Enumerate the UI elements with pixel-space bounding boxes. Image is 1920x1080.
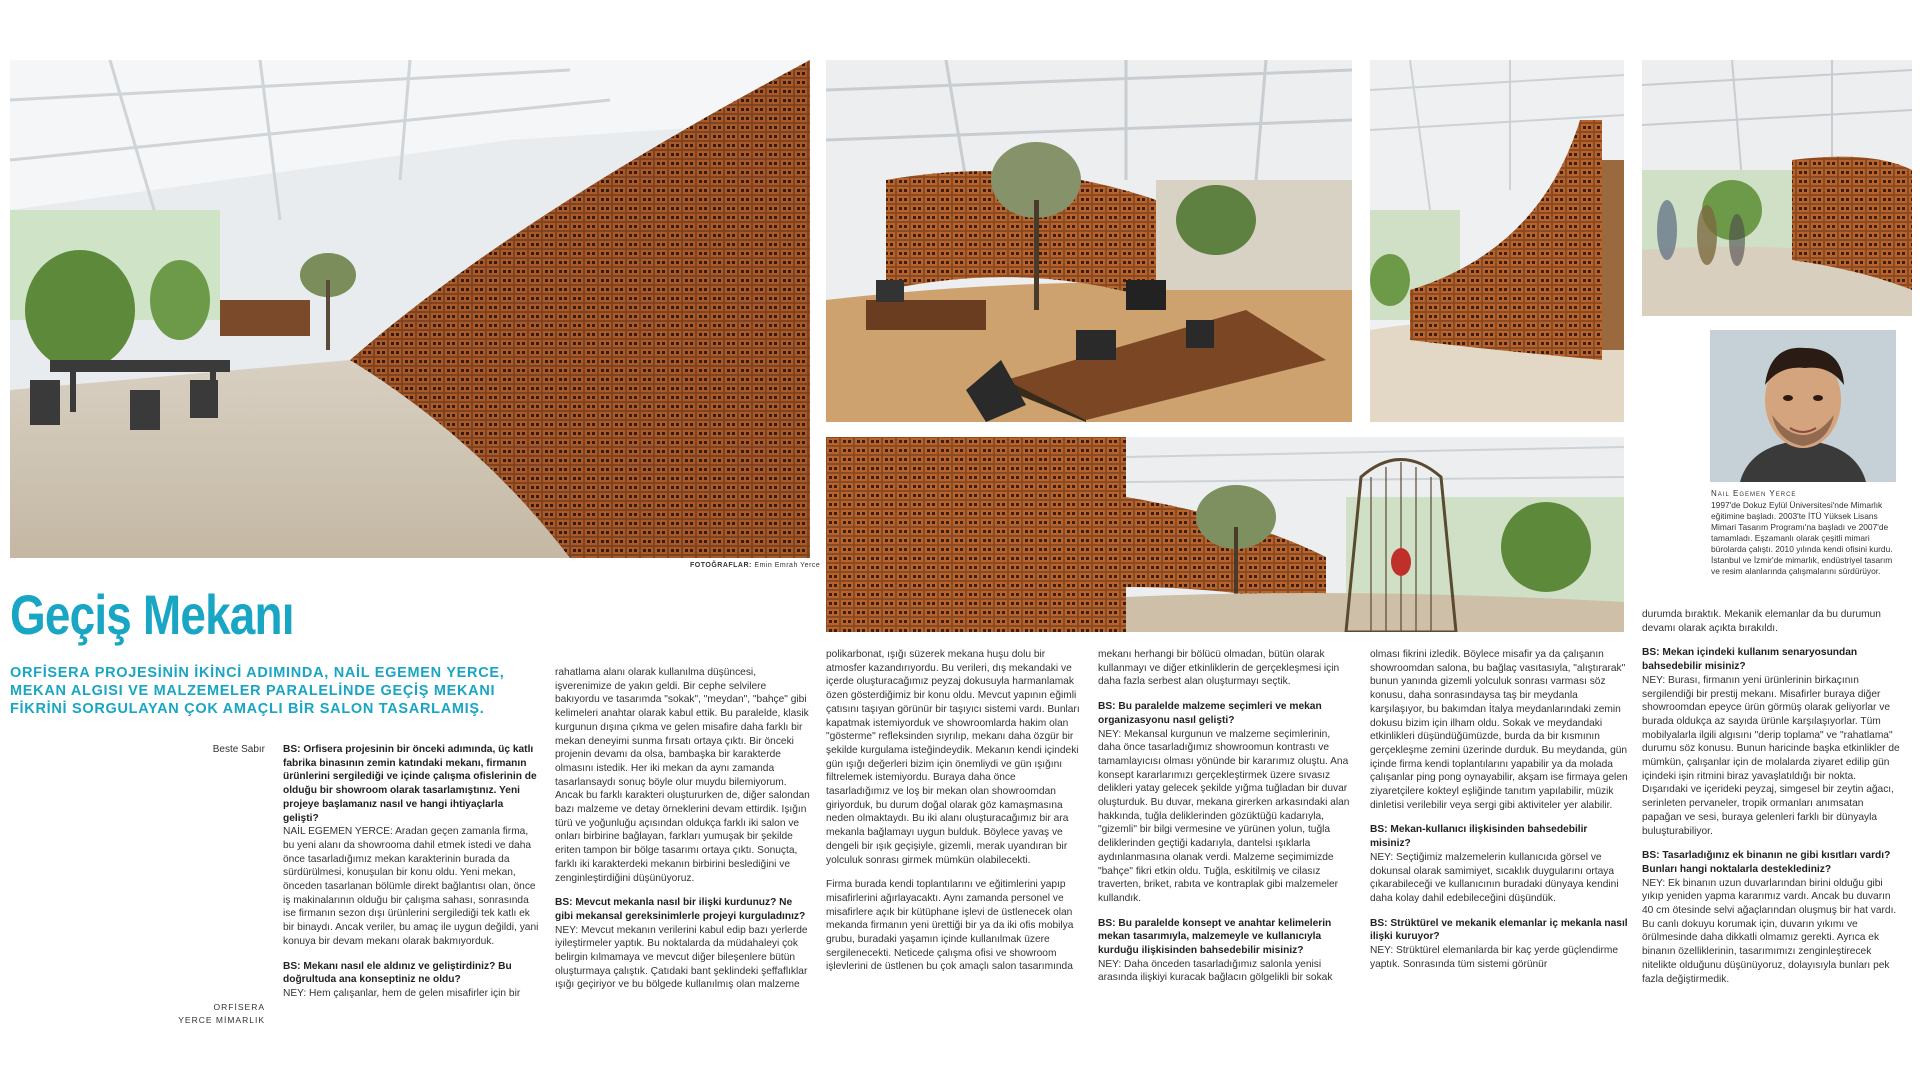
photo-credit-name: Emin Emrah Yerce [754,562,821,569]
answer-8: NEY: Burası, firmanın yeni ürünlerinin birkaçının sergilendiği bir prestij mekanı. Misafirler buraya diğer showroomdan epeyce ürün görmüş olarak geliyorlar ve burada oldukça az sayıda ürünle karşılaşıyorlar. Tüm mobilyalarla ilgili algısını "derip toplama" ve "rahatlama" durumu söz konusu. Bunun haricinde başka etkinlikler de mümkün, çalışanlar için de molalarda ziyaret edilip gün içindeki işin ritmini biraz yavaşlatıldığı bir nokta. Dışarıdaki ve içerideki peyzaj, simgesel bir zeytin ağacı, serinleten pervaneler, tropik ormanları anımsatan papağan ve sesi, buraya gelenleri farklı bir dünyayla buluşturabiliyor. [1642,674,1900,837]
architect-bio [1711,488,1901,577]
answer-text: rahatlama alanı olarak kullanılma düşüncesi, işverenimize de yakın geldi. Bir cephe selvilere bakıyordu ve tasarımda "sokak", "meydan", "bahçe" gibi kelimeleri anahtar olarak kabul ettik. Bu paralelde, klasik kurgunun dışına çıkma ve gelen misafire daha farklı bir mekan deneyimi sunma fırsatı ortaya çıktı. Bir önceki projenin devamı da olsa, bambaşka bir karakterde olmasını istedik. Her iki mekan da aynı zamanda tasarlansaydı sonuç böyle olur muydu bilemiyorum. Ancak bu farklı karakteri oluştururken de, diğer salondan bazı malzeme ve detay örneklerini devam ettirdik. Işığın türü ve yoğunluğu açısından oldukça farklı iki salon ve onları birbirine bağlayan, farkları yumuşak bir şekilde eriten tampon bir bölge tasarımı ortaya çıktı. Sonuçta, farklı iki karakterdeki mekanın birbirini beslediğini ve zenginleştirdiğini düşünüyoruz. [555,667,810,884]
client-name: ORFİSERA [213,1002,265,1012]
firm-name: YERCE MİMARLIK [178,1015,265,1025]
architect-bio-text: 1997'de Dokuz Eylül Üniversitesi'nde Mimarlık eğitimine başladı. 2003'te İTÜ Yüksek Lisans Mimari Tasarım Programı'na başladı ve 2007'de tamamladı. Eşzamanlı olarak çeşitli mimari bürolarda çalıştı. 2010 yılında kendi ofisini kurdu. İstanbul ve İzmir'de mimarlık, endüstriyel tasarım ve resim alanlarında çalışmalarını sürdürüyor. [1711,500,1893,576]
body-column-2 [555,666,811,1003]
architect-name: Nail Egemen Yerce [1711,489,1797,498]
architect-portrait [1710,330,1896,482]
body-column-5 [1370,648,1628,982]
photo-office-desk [826,60,1352,422]
photo-curved-wall [1370,60,1624,422]
answer-text-2: Firma burada kendi toplantılarını ve eğitimlerini yapıp misafirlerini ağırlayacaktı. Aynı zamanda personel ve misafirlere açık bir kütüphane işlevi de üstlenecek olan mekanda firmanın yeni ürettiği bir ya da iki ofis mobilya grubu, buradaki yaşamın içinde kullanılmak üzere sergilenecekti. Neticede çalışma ofisi ve showroom işlevlerini de üstlenen bu çok amaçlı salon tasarımında [826,879,1074,973]
answer-4: NEY: Mekansal kurgunun ve malzeme seçimlerinin, daha önce tasarladığımız showroomun kontrastı ve tamamlayıcısı olması yönünde bir kararımız oluştu. Ana konsept kararlarımızı gerçekleştirmek üzere sıvasız delikleri yatay gelecek şekilde yığma tuğladan bir duvar oluşturduk. Bu duvar, mekana girerken arkasındaki alan hakkında, tuğla deliklerinden gözüktüğü kadarıyla, "gizemli" bir bilgi vermesine ve yürünen yolun, tuğla deliklerinden geçtiği kadarıyla, dantelsi ışıklarla aydınlanmasına olanak verdi. Malzeme seçimimizde "bahçe" fikri etkin oldu. Tuğla, eskitilmiş ve cilasız traverten, briket, rabıta ve kontraplak gibi malzemeler kullandık. [1098,728,1350,904]
answer-6: NEY: Seçtiğimiz malzemelerin kullanıcıda görsel ve dokunsal olarak samimiyet, sıcaklık duygularını ortaya çıkarabileceği ve kullanıcının buradaki dünyaya kendini daha kolay dahil edebileceğini düşündük. [1370,851,1619,904]
question-7: BS: Strüktürel ve mekanik elemanlar iç mekanla nasıl ilişki kuruyor? [1370,917,1628,943]
photo-main-interior [10,60,810,558]
answer-3: NEY: Mevcut mekanın verilerini kabul edip bazı yerlerde iyileştirmeler yaptık. Bu noktalarda da müdahaleyi çok belirgin kılmamaya ve mevcut diğer bileşenlere bütün oluşturmaya çalıştık. Çatıdaki bant şeklindeki şeffaflıklar ışığı geçiriyor ve bu bölgede kullanılmış olan malzeme [555,924,808,991]
question-2: BS: Mekanı nasıl ele aldınız ve geliştirdiniz? Bu doğrultuda ana konseptiniz ne oldu? [283,960,512,986]
question-3: BS: Mevcut mekanla nasıl bir ilişki kurdunuz? Ne gibi mekansal gereksinimlerle projeyi kurguladınız? [555,897,806,922]
question-6: BS: Mekan-kullanıcı ilişkisinden bahsedebilir misiniz? [1370,824,1588,850]
question-5: BS: Bu paralelde konsept ve anahtar kelimelerin mekan tasarımıyla, malzemeyle ve kullanıcıyla kurduğu ilişkisinden bahsedebilir misiniz? [1098,917,1332,957]
photo-people-walking [1642,60,1912,316]
answer-text: durumda bıraktık. Mekanik elemanlar da bu durumun devamı olarak açıkta bırakıldı. [1642,609,1881,634]
author-byline [180,743,265,756]
author-name: Beste Sabır [212,744,265,755]
answer-5: NEY: Daha önceden tasarladığımız salonla yenisi arasında ilişkiyi kuracak bağlacın gölgelikli bir sokak [1098,958,1333,984]
question-1: BS: Orfisera projesinin bir önceki adımında, üç katlı fabrika binasının zemin katındaki mekanı, firmanın ürünlerini sergilediği ve içinde çalışma ofislerinin de olduğu bir showroom olarak tasarlamıştınız. Yeni projeye başlamanız nasıl ve hangi ihtiyaçlarla gelişti? [283,744,537,824]
answer-text: polikarbonat, ışığı süzerek mekana huşu dolu bir atmosfer kazandırıyordu. Bu verileri, dış mekandaki ve içerde oluşturacağımız peyzaj dokusuyla harmanlamak özen gösterdiğimiz bir konu oldu. Mevcut yapının eğimli çatısını taşıyan görünür bir taşıyıcı sistemi vardı. Bunları kapatmak istemiyorduk ve showroomlarda hakim olan "gösterme" refleksinden sıyrılıp, mekanı daha özgür bir şekilde kurgulama isteğindeydik. Mekanın kendi içindeki gün ışığı değerleri bizim için önemliydi ve gün ışığını filtrelemek istemiyordu. Buraya daha önce tasarladığımız ve loş bir mekan olan showroomdan giriyorduk, bu durum doğal olarak göz kamaşmasına neden olmaktaydı. Bu iki alanı oluşturacağımız bir ara mekanla bağlamayı uygun bulduk. Böylece yavaş ve dengeli bir ışık geçişiyle, gizemli, merak uyandıran bir yolculuk sonrası girmek mümkün olabilecekti. [826,649,1080,866]
question-4: BS: Bu paralelde malzeme seçimleri ve mekan organizasyonu nasıl gelişti? [1098,701,1322,726]
answer-2: NEY: Hem çalışanlar, hem de gelen misafirler için bir [283,987,521,999]
body-column-4 [1098,648,1354,996]
answer-7: NEY: Strüktürel elemanlarda bir kaç yerde güçlendirme yaptık. Sonrasında tüm sistemi görünür [1370,945,1619,970]
answer-text: olması fikrini izledik. Böylece misafir ya da çalışanın showroomdan salona, bu bağlaç vasıtasıyla, "alıştırarak" bunun yanında gizemli yolculuk sonrası varması söz konusu, daha sonrasındaysa taş bir meydanla karşılaşıyor, bu bakımdan İtalya meydanlarındaki zemin dokusu bizim için ilham oldu. Sokak ve meydandaki etkinlikleri düşündüğümüzde, burda da bir kısmının gerçekleşme zemini üzerinde durduk. Bu meydanda, gün içinde firma kendi toplantılarını yapabilir ya da molada çalışanlar ping pong oynayabilir, akşam ise firmaya gelen ziyaretçilere kokteyl eşliğinde tanıtım yapılabilir, müzik dinletisi verilebilir veya sergi gibi aktiviteler yer alabilir. [1370,649,1628,811]
question-9: BS: Tasarladığınız ek binanın ne gibi kısıtları vardı? Bunları hangi noktalarla desteklediniz? [1642,850,1891,875]
article-lead: ORFİSERA PROJESİNİN İKİNCİ ADIMINDA, NAİL EGEMEN YERCE, MEKAN ALGISI VE MALZEMELER PARALELİNDE GEÇİŞ MEKANI FİKRİNİ SORGULAYAN ÇOK AMAÇLI BİR SALON TASARLAMIŞ. [10,665,505,717]
article-title: Geçiş Mekanı [10,583,294,646]
photo-birdcage-wide [826,437,1624,632]
answer-9: NEY: Ek binanın uzun duvarlarından birini olduğu gibi yıkıp yeniden yapma kararımız vardı. Ancak bu duvarın 40 cm ötesinde selvi ağaçlarından oluşmuş bir hat vardı. Bu canlı dokuyu korumak için, duvarın yıkımı ve örülmesinde daha dikkatli olmamız gerekti. Ayrıca ek binanın özelliklerinin, tasarımımızı zenginleştirecek nitelikte olduğunu düşünüyoruz, dolayısıyla bunları pek fazla değiştirmedik. [1642,877,1897,985]
answer-1: NAİL EGEMEN YERCE: Aradan geçen zamanla firma, bu yeni alanı da showrooma dahil etmek istedi ve daha önce tasarladığımız mekan karakterinin burada da sürdürülmesi, konuşulan bir konu oldu. Yeni mekan, önceden tasarlanan bölümle direkt bağlantısı olan, önce iş makinalarının olduğu bir çalışma sahası, sonrasında ise firmanın sezon dışı ürünlerini sergilediği tek katlı ek bir binaydı. Ancak veriler, bu amaç ile uygun değildi, yani konuya bir devam mekanı olarak bakmıyorduk. [283,826,539,947]
question-8: BS: Mekan içindeki kullanım senaryosundan bahsedebilir misiniz? [1642,647,1858,673]
body-column-6 [1642,608,1900,997]
photo-credit-label: FOTOĞRAFLAR: [690,562,752,569]
body-column-3 [826,648,1082,985]
client-credit [160,1001,265,1027]
photo-credit [690,562,820,569]
body-column-1 [283,743,539,1012]
answer-text: mekanı herhangi bir bölücü olmadan, bütün olarak kullanmayı ve diğer etkinliklerin de gerçekleşmesi için daha fazla serbest alan oluşturmayı seçtik. [1098,649,1340,688]
